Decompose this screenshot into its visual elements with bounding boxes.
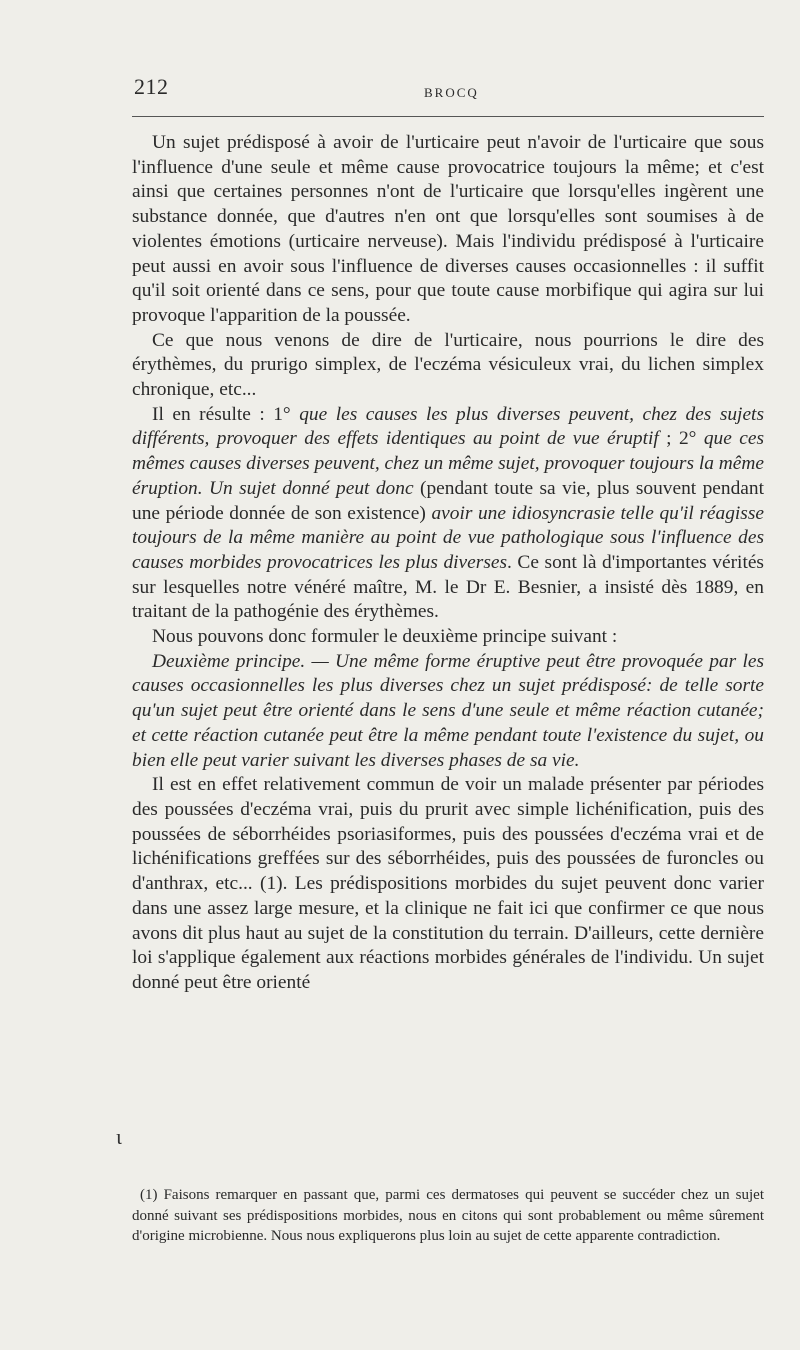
paragraph-1 — [132, 131, 764, 329]
paragraph-5 — [132, 650, 764, 774]
running-head: BROCQ — [424, 85, 479, 100]
paragraph-2-segment-1: Ce que nous venons de dire de l'urticaire, nous pourrions le dire des érythèmes, du prurigo simplex, de l'eczéma vésiculeux vrai, du lichen simplex chronique, etc... — [132, 329, 764, 401]
paragraph-3-segment-2: que les causes les plus diverses peuvent, chez des sujets différents, provoquer des effets identiques au point de vue éruptif — [132, 403, 764, 450]
page-header — [132, 72, 764, 112]
paragraph-3-segment-1: Il en résulte : 1° — [152, 403, 300, 425]
footnote-1: (1) Faisons remarquer en passant que, parmi ces dermatoses qui peuvent se succéder chez un sujet donné suivant ses prédispositions morbides, nous en citons qui sont probablement ou même sûrement d'origine microbienne. Nous nous expliquerons plus loin au sujet de cette apparente contradiction. — [132, 1187, 764, 1244]
body-text — [132, 131, 764, 996]
paragraph-6 — [132, 773, 764, 995]
paragraph-1-segment-1: Un sujet prédisposé à avoir de l'urticaire peut n'avoir de l'urticaire que sous l'influence d'une seule et même cause provocatrice toujours la même; et c'est ainsi que certaines personnes n'ont de l'urticaire que lorsqu'elles ingèrent une substance donnée, que d'autres n'en ont que lorsqu'elles sont soumises à de violentes émotions (urticaire nerveuse). Mais l'individu prédisposé à l'urticaire peut aussi en avoir sous l'influence de diverses causes occasionnelles : il suffit qu'il soit orienté dans ce sens, pour que toute cause morbifique qui agira sur lui provoque l'apparition de la poussée. — [132, 132, 764, 326]
paragraph-5-segment-1: Deuxième principe. — Une même forme éruptive peut être provoquée par les causes occasionnelles les plus diverses chez un sujet prédisposé: de telle sorte qu'un sujet peut être orienté dans le sens d'une seule et même réaction cutanée; et cette réaction cutanée peut être la même pendant toute l'existence du sujet, ou bien elle peut varier suivant les diverses phases de sa vie. — [132, 650, 764, 771]
paragraph-3-segment-4: que ces mêmes causes diverses peuvent, chez un même sujet, provoquer toujours la même éruption. Un sujet donné peut donc — [132, 428, 765, 499]
paragraph-3-segment-6: avoir une idiosyncrasie telle qu'il réagisse toujours de la même manière au point de vue pathologique sous l'influence des causes morbides provocatrices les plus diverses — [132, 502, 764, 573]
paragraph-3-segment-5: (pendant toute sa vie, plus souvent pendant une période donnée de son existence) — [132, 477, 764, 524]
paragraph-2 — [132, 329, 764, 403]
paragraph-4-segment-1: Nous pouvons donc formuler le deuxième principe suivant : — [152, 626, 618, 648]
paragraph-6-segment-1: Il est en effet relativement commun de voir un malade présenter par périodes des poussées d'eczéma vrai, puis du prurit avec simple lichénification, puis des poussées de séborrhéides psoriasiformes, puis des poussées d'eczéma vrai et de lichénifications greffées sur des séborrhéides, puis des poussées de furoncles ou d'anthrax, etc... (1). Les prédispositions morbides du sujet peuvent donc varier dans une assez large mesure, et la clinique ne fait ici que confirmer ce que nous avons dit plus haut au sujet de la constitution du terrain. D'ailleurs, cette dernière loi s'applique également aux réactions morbides générales de l'individu. Un sujet donné peut être orienté — [132, 774, 764, 993]
paragraph-4 — [132, 625, 764, 650]
page-number: 212 — [134, 74, 169, 99]
paragraph-3 — [132, 403, 764, 625]
paragraph-3-segment-7: . Ce sont là d'importantes vérités sur lesquelles notre vénéré maître, M. le Dr E. Besnier, a insisté dès 1889, en traitant de la pathogénie des érythèmes. — [132, 551, 764, 623]
paragraph-3-segment-3: ; 2° — [658, 428, 704, 450]
margin-mark: ɩ — [116, 1124, 122, 1149]
header-rule — [132, 116, 764, 117]
footnotes — [132, 1185, 764, 1247]
